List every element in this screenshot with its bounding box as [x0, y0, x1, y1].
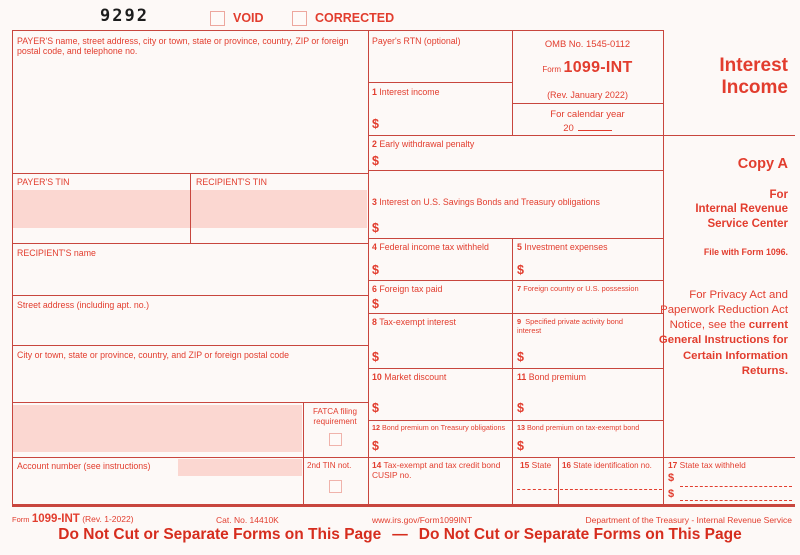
box2-dollar: $	[372, 154, 379, 168]
form-line	[368, 280, 663, 281]
form-number: 1099-INT	[563, 59, 633, 76]
box1-label	[372, 87, 507, 97]
state-id-dashed-line	[560, 489, 662, 490]
form-line	[558, 457, 559, 504]
box16-text: State identification no.	[573, 461, 652, 470]
box5-label	[517, 242, 660, 252]
box9-number: 9	[517, 317, 522, 326]
box10-number: 10	[372, 372, 382, 382]
form-line	[368, 30, 369, 504]
form-line	[368, 368, 663, 369]
entry-field-large[interactable]	[13, 405, 302, 452]
box8-text: Tax-exempt interest	[379, 317, 456, 327]
box13-text: Bond premium on tax-exempt bond	[527, 423, 640, 432]
box2-label	[372, 139, 642, 149]
form-word: Form	[542, 65, 562, 74]
calendar-year-label: For calendar year	[550, 109, 625, 120]
form-line	[368, 238, 663, 239]
state-dashed-line	[517, 489, 557, 490]
omb-number: OMB No. 1545-0112	[544, 38, 631, 49]
box11-number: 11	[517, 372, 527, 382]
box10-label	[372, 372, 510, 382]
box7-number: 7	[517, 284, 522, 293]
footer-form-id	[12, 513, 134, 525]
box7-text: Foreign country or U.S. possession	[523, 284, 639, 293]
form-code: 9292	[100, 6, 149, 26]
box14-label	[372, 461, 502, 481]
box17-text: State tax withheld	[679, 460, 746, 470]
box13-dollar: $	[517, 439, 524, 453]
box12-dollar: $	[372, 439, 379, 453]
box5-text: Investment expenses	[524, 242, 608, 252]
void-checkbox[interactable]	[210, 11, 225, 26]
box2-number: 2	[372, 139, 377, 149]
for-line-1: For	[769, 189, 788, 201]
box6-label	[372, 284, 510, 294]
box14-number: 14	[372, 460, 382, 470]
box1-dollar: $	[372, 117, 379, 131]
box4-number: 4	[372, 242, 377, 252]
state-tax-dashed-line	[680, 486, 792, 487]
state-tax-dashed-line	[680, 500, 792, 501]
form-line	[368, 82, 512, 83]
for-line-3: Service Center	[707, 217, 788, 230]
treasury-department-label: Department of the Treasury - Internal Revenue Service	[585, 515, 792, 525]
second-tin-checkbox[interactable]	[329, 480, 342, 493]
box8-label	[372, 317, 510, 327]
form-right-border	[663, 30, 664, 504]
form-line	[368, 313, 663, 314]
box9-label	[517, 318, 647, 335]
box15-text: State	[531, 460, 552, 470]
form-line	[12, 345, 368, 346]
box11-dollar: $	[517, 401, 524, 415]
form-line	[368, 135, 795, 136]
box4-label	[372, 242, 510, 252]
box3-number: 3	[372, 197, 377, 207]
form-line	[12, 295, 368, 296]
form-line	[12, 402, 368, 403]
box13-number: 13	[517, 423, 525, 432]
box15-number: 15	[520, 460, 530, 470]
box15-label	[520, 461, 551, 471]
privacy-act-notice	[656, 288, 788, 379]
form-line	[12, 30, 663, 31]
year-blank[interactable]	[578, 122, 612, 131]
box4-dollar: $	[372, 263, 379, 277]
form-line	[12, 243, 368, 244]
year-prefix: 20	[563, 123, 574, 134]
city-label: City or town, state or province, country, and ZIP or foreign postal code	[17, 350, 290, 360]
box12-text: Bond premium on Treasury obligations	[382, 423, 506, 432]
form-title-block	[514, 59, 661, 78]
box6-text: Foreign tax paid	[379, 284, 443, 294]
irs-url: www.irs.gov/Form1099INT	[372, 515, 473, 525]
fatca-checkbox[interactable]	[329, 433, 342, 446]
corrected-checkbox[interactable]	[292, 11, 307, 26]
box5-dollar: $	[517, 263, 524, 277]
box11-text: Bond premium	[528, 372, 586, 382]
for-irs-center-label	[660, 188, 788, 231]
calendar-year-entry	[514, 122, 661, 134]
account-entry-field[interactable]	[178, 459, 302, 476]
box8-number: 8	[372, 317, 377, 327]
box1-number: 1	[372, 87, 377, 97]
box13-label	[517, 424, 662, 432]
void-label: VOID	[233, 11, 264, 25]
box3-label	[372, 197, 657, 207]
footer-form-word: Form	[12, 515, 30, 524]
box16-number: 16	[562, 461, 571, 470]
box11-label	[517, 372, 660, 382]
privacy-regular-text: For Privacy Act and Paperwork Reduction Act Notice, see the	[660, 289, 788, 332]
form-line	[512, 238, 513, 504]
box17-dollar-1: $	[668, 472, 675, 484]
catalog-number: Cat. No. 14410K	[216, 515, 279, 525]
second-tin-label: 2nd TIN not.	[307, 461, 352, 470]
box7-label	[517, 285, 662, 294]
do-not-cut-banner	[0, 526, 800, 544]
footer-form-number: 1099-INT	[31, 513, 80, 525]
form-line	[512, 103, 663, 104]
revision-label: (Rev. January 2022)	[547, 90, 628, 100]
box1-text: Interest income	[379, 87, 440, 97]
for-line-2: Internal Revenue	[695, 203, 788, 216]
form-line	[12, 457, 795, 458]
form-line	[368, 170, 663, 171]
do-not-cut-text-2: Do Not Cut or Separate Forms on This Page	[418, 526, 742, 543]
form-line	[190, 173, 191, 243]
rtn-label: Payer's RTN (optional)	[372, 36, 461, 46]
form-line	[368, 420, 663, 421]
box8-dollar: $	[372, 350, 379, 364]
box2-text: Early withdrawal penalty	[379, 139, 475, 149]
fatca-label: FATCA filing requirement	[313, 407, 357, 426]
box6-number: 6	[372, 284, 377, 294]
box4-text: Federal income tax withheld	[379, 242, 489, 252]
form-left-border	[12, 30, 13, 504]
box17-number: 17	[668, 460, 678, 470]
payer-tin-label: PAYER'S TIN	[17, 177, 70, 187]
box9-dollar: $	[517, 350, 524, 364]
box10-dollar: $	[372, 401, 379, 415]
box16-label	[562, 461, 662, 470]
payer-info-label: PAYER'S name, street address, city or town, state or province, country, ZIP or foreign postal code, and telephone no.	[17, 36, 349, 57]
file-with-label: File with Form 1096.	[703, 247, 788, 257]
box9-text: Specified private activity bond interest	[517, 317, 624, 335]
do-not-cut-dash: —	[392, 526, 408, 543]
form-title: Interest Income	[719, 55, 788, 99]
box17-dollar-2: $	[668, 488, 675, 500]
do-not-cut-text-1: Do Not Cut or Separate Forms on This Page	[58, 526, 382, 543]
recipient-name-label: RECIPIENT'S name	[17, 248, 96, 258]
street-address-label: Street address (including apt. no.)	[17, 300, 150, 310]
copy-a-label: Copy A	[737, 156, 788, 172]
box5-number: 5	[517, 242, 522, 252]
box14-text: Tax-exempt and tax credit bond CUSIP no.	[372, 460, 501, 480]
box17-label	[668, 461, 746, 471]
privacy-bold-text: current General Instructions for Certain Information Returns.	[658, 319, 788, 377]
box12-label	[372, 424, 512, 432]
box10-text: Market discount	[384, 372, 447, 382]
box12-number: 12	[372, 423, 380, 432]
corrected-label: CORRECTED	[315, 11, 395, 25]
box3-dollar: $	[372, 221, 379, 235]
form-bottom-border	[12, 504, 795, 507]
recipient-tin-label: RECIPIENT'S TIN	[196, 177, 267, 187]
account-number-label: Account number (see instructions)	[17, 461, 151, 471]
box3-text: Interest on U.S. Savings Bonds and Treasury obligations	[379, 197, 600, 207]
footer-revision: (Rev. 1-2022)	[82, 514, 134, 524]
box6-dollar: $	[372, 297, 379, 311]
